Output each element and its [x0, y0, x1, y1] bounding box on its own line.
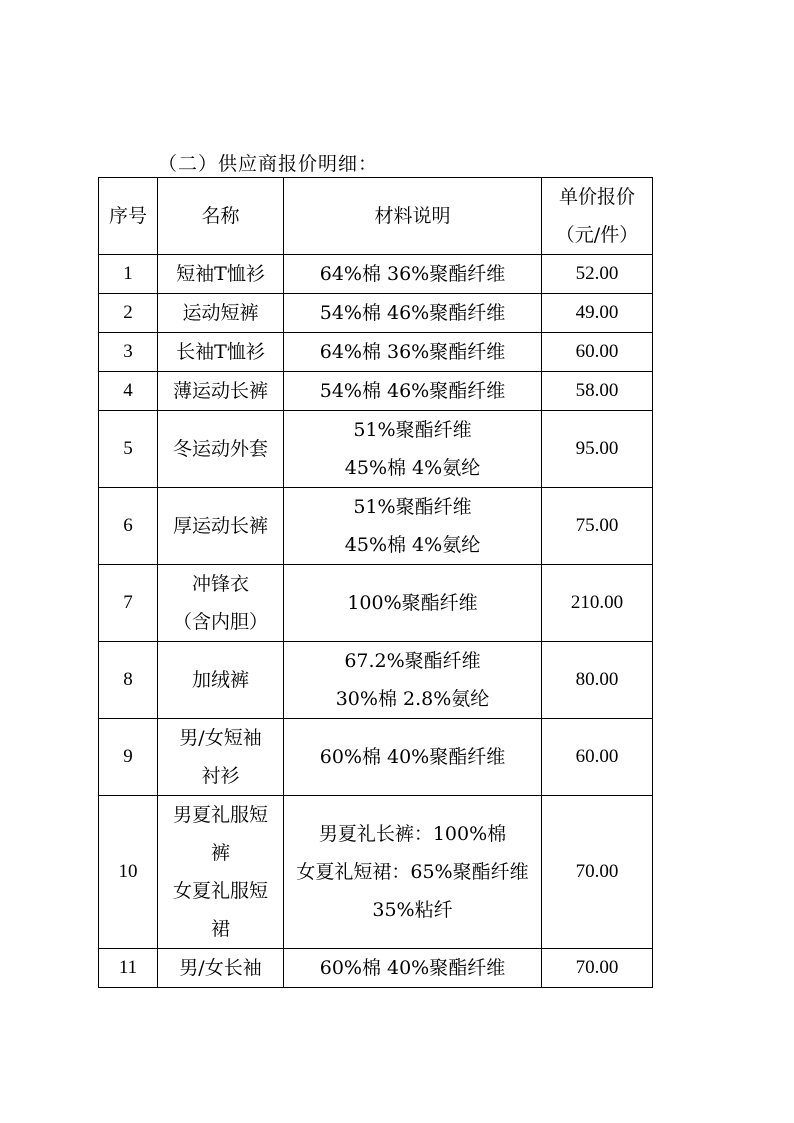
row-price: 70.00: [542, 949, 653, 988]
row-name: 加绒裤: [158, 642, 284, 719]
header-index: 序号: [99, 178, 158, 255]
row-material: 54%棉 46%聚酯纤维: [284, 372, 542, 411]
table-row: [99, 642, 653, 719]
row-material: 60%棉 40%聚酯纤维: [284, 719, 542, 796]
row-index: 9: [99, 719, 158, 796]
row-name: 男夏礼服短 裤 女夏礼服短 裙: [158, 796, 284, 949]
row-price: 210.00: [542, 565, 653, 642]
table-row: [99, 372, 653, 411]
row-price: 52.00: [542, 255, 653, 294]
row-material: 51%聚酯纤维 45%棉 4%氨纶: [284, 411, 542, 488]
row-name: 厚运动长裤: [158, 488, 284, 565]
row-name: 运动短裤: [158, 294, 284, 333]
row-index: 4: [99, 372, 158, 411]
header-material: 材料说明: [284, 178, 542, 255]
section-title: （二）供应商报价明细：: [158, 153, 379, 175]
row-index: 5: [99, 411, 158, 488]
table-row: [99, 719, 653, 796]
row-index: 6: [99, 488, 158, 565]
table-row: [99, 949, 653, 988]
row-name: 冲锋衣 （含内胆）: [158, 565, 284, 642]
row-material: 100%聚酯纤维: [284, 565, 542, 642]
table-row: [99, 294, 653, 333]
row-index: 11: [99, 949, 158, 988]
row-material: 60%棉 40%聚酯纤维: [284, 949, 542, 988]
header-name: 名称: [158, 178, 284, 255]
table-row: [99, 333, 653, 372]
row-material: 64%棉 36%聚酯纤维: [284, 333, 542, 372]
price-table: [98, 177, 653, 988]
row-index: 3: [99, 333, 158, 372]
row-price: 58.00: [542, 372, 653, 411]
row-name: 长袖T恤衫: [158, 333, 284, 372]
table-row: [99, 565, 653, 642]
table-row: [99, 488, 653, 565]
row-material: 67.2%聚酯纤维 30%棉 2.8%氨纶: [284, 642, 542, 719]
row-name: 冬运动外套: [158, 411, 284, 488]
table-row: [99, 411, 653, 488]
table-header-row: [99, 178, 653, 255]
row-name: 男/女短袖 衬衫: [158, 719, 284, 796]
row-price: 60.00: [542, 333, 653, 372]
row-material: 51%聚酯纤维 45%棉 4%氨纶: [284, 488, 542, 565]
row-index: 8: [99, 642, 158, 719]
row-price: 80.00: [542, 642, 653, 719]
row-material: 男夏礼长裤：100%棉 女夏礼短裙：65%聚酯纤维 35%粘纤: [284, 796, 542, 949]
row-index: 2: [99, 294, 158, 333]
row-material: 54%棉 46%聚酯纤维: [284, 294, 542, 333]
table-row: [99, 796, 653, 949]
row-price: 60.00: [542, 719, 653, 796]
row-price: 49.00: [542, 294, 653, 333]
row-material: 64%棉 36%聚酯纤维: [284, 255, 542, 294]
table-row: [99, 255, 653, 294]
row-index: 7: [99, 565, 158, 642]
row-price: 70.00: [542, 796, 653, 949]
header-price: 单价报价 （元/件）: [542, 178, 653, 255]
row-price: 75.00: [542, 488, 653, 565]
row-name: 男/女长袖: [158, 949, 284, 988]
row-price: 95.00: [542, 411, 653, 488]
row-index: 10: [99, 796, 158, 949]
row-name: 薄运动长裤: [158, 372, 284, 411]
row-index: 1: [99, 255, 158, 294]
row-name: 短袖T恤衫: [158, 255, 284, 294]
